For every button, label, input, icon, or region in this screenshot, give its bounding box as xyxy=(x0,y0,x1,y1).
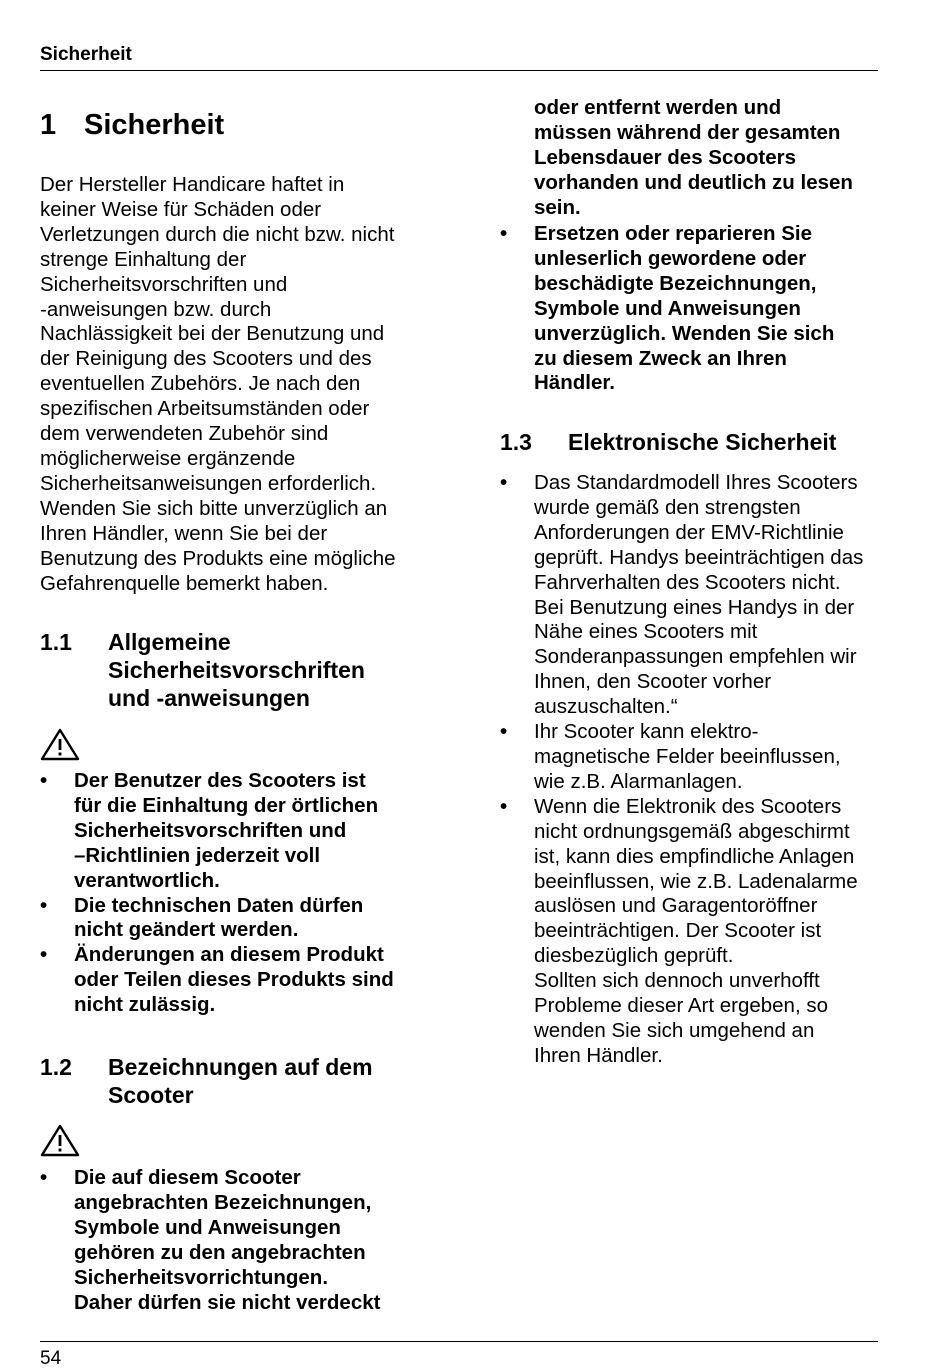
section-number: 1.1 xyxy=(40,629,72,655)
bullet-line: nicht geändert werden. xyxy=(74,918,299,942)
bullet-line: beschädigte Bezeichnungen, xyxy=(534,271,817,295)
list-item xyxy=(500,720,885,795)
bullet-line: • Die technischen Daten dürfen xyxy=(74,893,364,917)
intro-line: Benutzung des Produkts eine mögliche xyxy=(40,546,396,570)
section-1-1-heading xyxy=(40,628,440,712)
intro-line: Sicherheitsanweisungen erforderlich. xyxy=(40,471,377,495)
intro-line: möglicherweise ergänzende xyxy=(40,446,296,470)
section-1-2-heading xyxy=(40,1053,440,1109)
bullet-line: nicht zulässig. xyxy=(74,993,216,1017)
continuation-line: Lebensdauer des Scooters xyxy=(534,145,797,169)
bullet-line: unleserlich gewordene oder xyxy=(534,246,807,270)
intro-line: keiner Weise für Schäden oder xyxy=(40,197,322,221)
list-item xyxy=(40,769,440,894)
chapter-title: Sicherheit xyxy=(84,109,225,141)
section-title-line: und -anweisungen xyxy=(108,685,310,711)
intro-line: Der Hersteller Handicare haftet in xyxy=(40,173,345,196)
bullet-line: Sicherheitsvorschriften und xyxy=(74,818,347,842)
chapter-number: 1 xyxy=(40,109,57,141)
warning-triangle-icon xyxy=(40,1124,80,1158)
intro-line: Ihren Händler, wenn Sie bei der xyxy=(40,521,328,545)
intro-line: Nachlässigkeit bei der Benutzung und xyxy=(40,322,385,346)
bullet-line: auslösen und Garagentoröffner xyxy=(534,894,818,918)
intro-line: eventuellen Zubehörs. Je nach den xyxy=(40,372,361,396)
section-number: 1.3 xyxy=(500,429,532,455)
intro-paragraph xyxy=(40,173,440,596)
bullet-line: Anforderungen der EMV-Richtlinie xyxy=(534,520,844,544)
bullet-line: Nähe eines Scooters mit xyxy=(534,620,758,644)
running-header: Sicherheit xyxy=(40,44,132,65)
continuation-line: müssen während der gesamten xyxy=(534,120,841,144)
bullet-line: beeinträchtigen. Der Scooter ist xyxy=(534,919,822,943)
bullet-line: verantwortlich. xyxy=(74,868,220,892)
bullet-line: Bei Benutzung eines Handys in der xyxy=(534,595,855,619)
bullet-line: Sonderanpassungen empfehlen wir xyxy=(534,645,857,669)
continuation-line: oder entfernt werden und xyxy=(534,96,782,119)
bullet-line: nicht ordnungsgemäß abgeschirmt xyxy=(534,819,850,843)
bullet-line: beeinflussen, wie z.B. Ladenalarme xyxy=(534,869,858,893)
section-1-1-bullets xyxy=(40,769,440,1018)
bullet-line: • Wenn die Elektronik des Scooters xyxy=(534,794,842,818)
bullet-line: Symbole und Anweisungen xyxy=(534,296,801,320)
bullet-line: wenden Sie sich umgehend an xyxy=(534,1018,815,1042)
continuation-text xyxy=(534,96,894,221)
bullet-line: geprüft. Handys beeinträchtigen das xyxy=(534,545,864,569)
bullet-line: gehören zu den angebrachten xyxy=(74,1240,366,1264)
list-item xyxy=(40,1166,440,1315)
intro-line: Sicherheitsvorschriften und xyxy=(40,272,288,296)
bullet-line: Sollten sich dennoch unverhofft xyxy=(534,969,820,993)
intro-line: Verletzungen durch die nicht bzw. nicht xyxy=(40,222,395,246)
footer-rule xyxy=(40,1341,878,1342)
continuation-line: sein. xyxy=(534,195,581,219)
section-1-3-bullets xyxy=(500,471,885,1069)
section-title-line: Allgemeine xyxy=(108,629,231,655)
section-number: 1.2 xyxy=(40,1054,72,1080)
bullet-line: wie z.B. Alarmanlagen. xyxy=(534,769,743,793)
bullet-line: Fahrverhalten des Scooters nicht. xyxy=(534,570,841,594)
bullet-line: oder Teilen dieses Produkts sind xyxy=(74,968,394,992)
page-number: 54 xyxy=(40,1348,62,1369)
bullet-line: Probleme dieser Art ergeben, so xyxy=(534,994,828,1018)
right-bullets xyxy=(500,222,885,396)
bullet-line: • Ihr Scooter kann elektro- xyxy=(534,720,759,744)
bullet-line: • Das Standardmodell Ihres Scooters xyxy=(534,471,858,494)
bullet-line: unverzüglich. Wenden Sie sich xyxy=(534,321,835,345)
intro-line: der Reinigung des Scooters und des xyxy=(40,347,372,371)
bullet-line: Ihren Händler. xyxy=(534,1043,663,1067)
bullet-line: • Der Benutzer des Scooters ist xyxy=(74,769,366,792)
section-title-line: Sicherheitsvorschriften xyxy=(108,657,365,683)
warning-triangle-icon xyxy=(40,728,80,762)
bullet-line: ist, kann dies empfindliche Anlagen xyxy=(534,844,855,868)
bullet-line: auszuschalten.“ xyxy=(534,695,678,719)
bullet-line: • Ersetzen oder reparieren Sie xyxy=(534,222,813,245)
intro-line: Wenden Sie sich bitte unverzüglich an xyxy=(40,496,388,520)
intro-line: dem verwendeten Zubehör sind xyxy=(40,422,329,446)
bullet-line: –Richtlinien jederzeit voll xyxy=(74,843,321,867)
intro-line: -anweisungen bzw. durch xyxy=(40,297,272,321)
bullet-line: zu diesem Zweck an Ihren xyxy=(534,346,787,370)
section-title-line: Scooter xyxy=(108,1082,194,1108)
list-item xyxy=(500,471,885,720)
bullet-line: Daher dürfen sie nicht verdeckt xyxy=(74,1290,381,1314)
bullet-line: diesbezüglich geprüft. xyxy=(534,944,734,968)
list-item xyxy=(500,795,885,1069)
list-item xyxy=(40,894,440,944)
bullet-line: Symbole und Anweisungen xyxy=(74,1215,341,1239)
bullet-line: Ihnen, den Scooter vorher xyxy=(534,670,772,694)
bullet-line: wurde gemäß den strengsten xyxy=(534,495,801,519)
list-item xyxy=(40,943,440,1018)
intro-line: spezifischen Arbeitsumständen oder xyxy=(40,397,370,421)
section-1-2-bullets xyxy=(40,1166,440,1315)
list-item xyxy=(500,222,885,396)
chapter-heading xyxy=(40,109,224,142)
continuation-line: vorhanden und deutlich zu lesen xyxy=(534,170,853,194)
intro-line: strenge Einhaltung der xyxy=(40,247,247,271)
intro-line: Gefahrenquelle bemerkt haben. xyxy=(40,571,329,595)
bullet-line: magnetische Felder beeinflussen, xyxy=(534,744,841,768)
section-title-line: Bezeichnungen auf dem xyxy=(108,1054,373,1080)
bullet-line: angebrachten Bezeichnungen, xyxy=(74,1190,372,1214)
header-rule xyxy=(40,70,878,71)
section-title: Elektronische Sicherheit xyxy=(568,429,837,455)
bullet-line: Sicherheitsvorrichtungen. xyxy=(74,1265,329,1289)
bullet-line: • Die auf diesem Scooter xyxy=(74,1166,301,1189)
section-1-3-heading xyxy=(500,428,885,456)
bullet-line: Händler. xyxy=(534,371,615,395)
bullet-line: • Änderungen an diesem Produkt xyxy=(74,943,384,967)
bullet-line: für die Einhaltung der örtlichen xyxy=(74,793,379,817)
